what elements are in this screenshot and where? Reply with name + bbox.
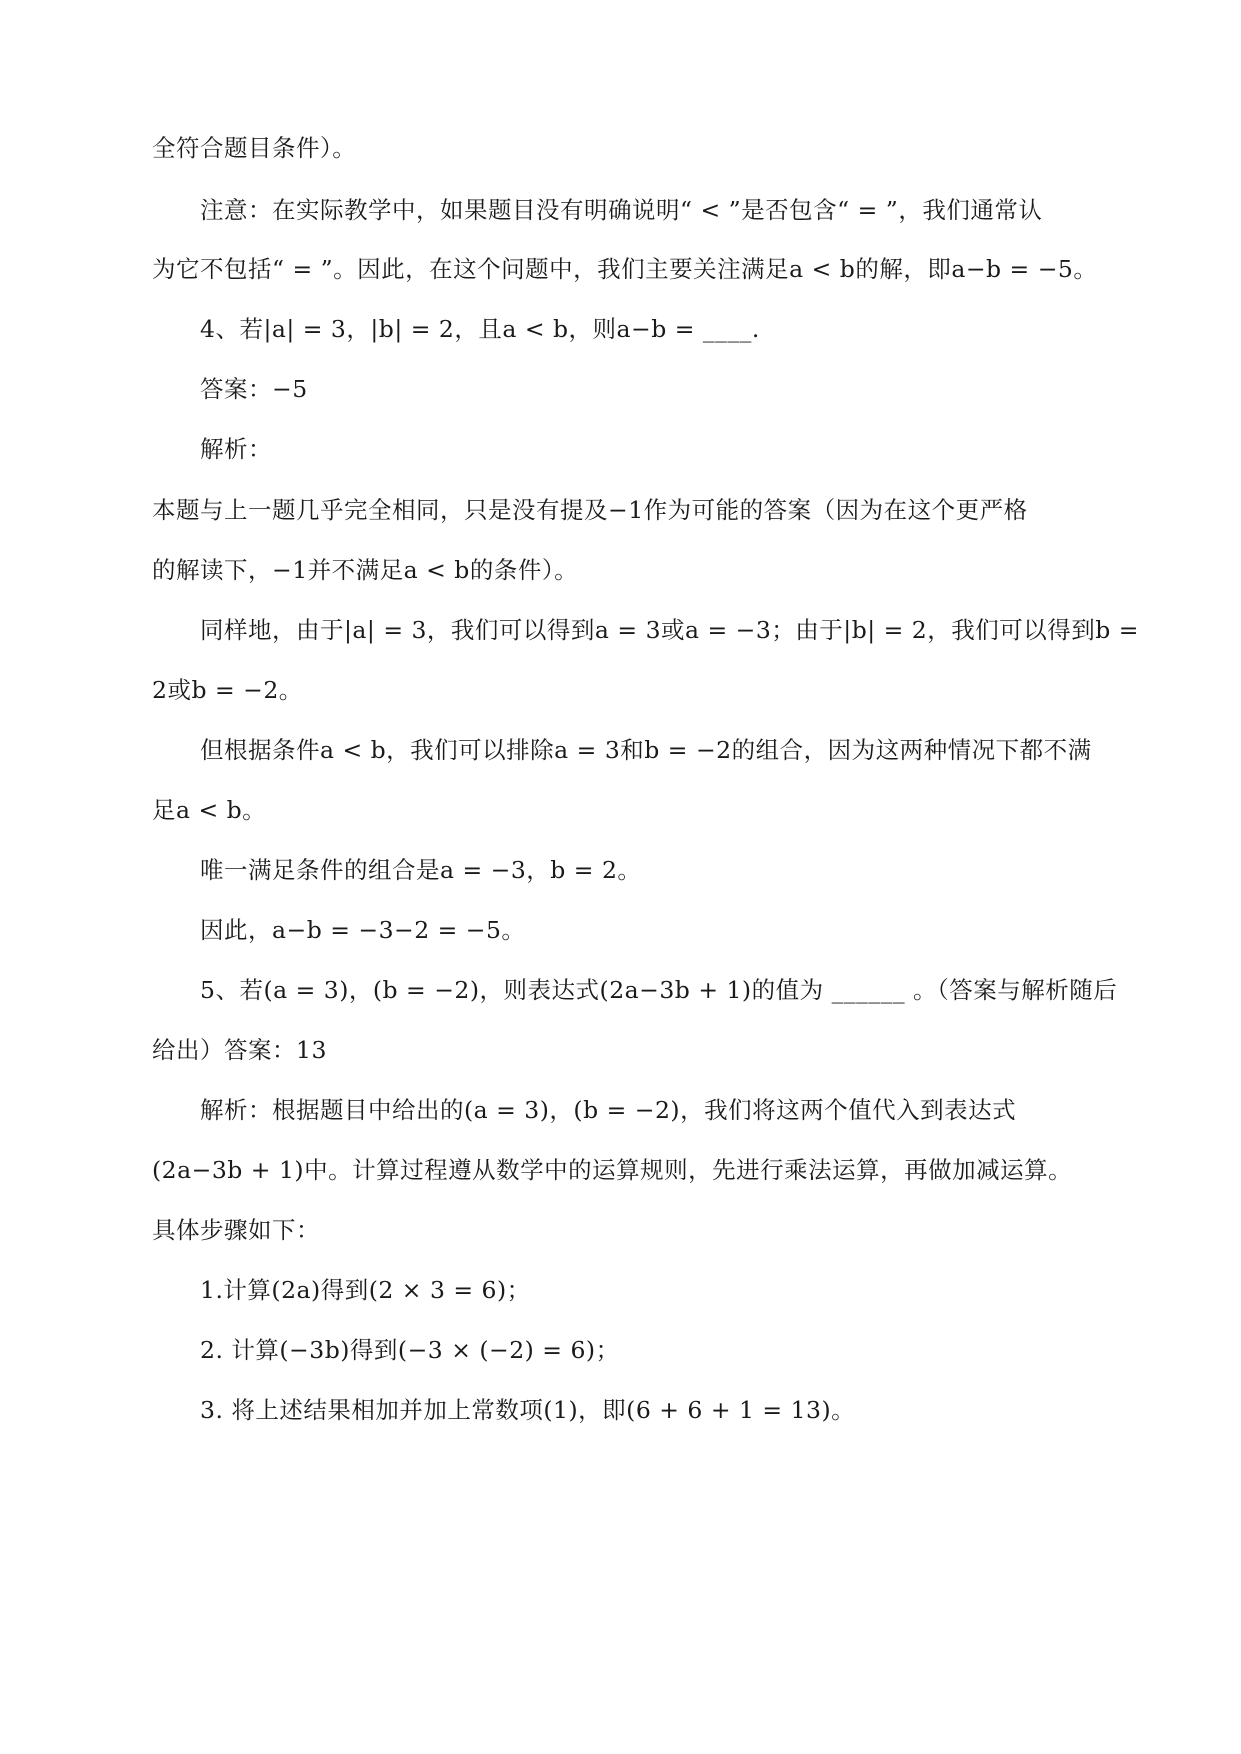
paragraph-line: 注意：在实际教学中，如果题目没有明确说明“ < ”是否包含“ = ”，我们通常认 — [200, 196, 1043, 224]
step-line: 3. 将上述结果相加并加上常数项(1)，即(6 + 6 + 1 = 13)。 — [200, 1396, 856, 1424]
paragraph-line: 本题与上一题几乎完全相同，只是没有提及−1作为可能的答案（因为在这个更严格 — [152, 496, 1028, 524]
question-line: 4、若|a| = 3，|b| = 2，且a < b，则a−b = ____. — [200, 315, 760, 343]
paragraph-line: 但根据条件a < b，我们可以排除a = 3和b = −2的组合，因为这两种情况下都不满 — [200, 736, 1092, 764]
step-line: 1.计算(2a)得到(2 × 3 = 6)； — [200, 1276, 531, 1304]
paragraph-line: 唯一满足条件的组合是a = −3，b = 2。 — [200, 856, 642, 884]
question-line: 5、若(a = 3)，(b = −2)，则表达式(2a−3b + 1)的值为 ______ 。（答案与解析随后 — [200, 976, 1118, 1004]
paragraph-line: 全符合题目条件）。 — [152, 134, 357, 162]
paragraph-line: 足a < b。 — [152, 796, 267, 824]
analysis-heading: 解析： — [200, 435, 272, 463]
paragraph-line: 为它不包括“ = ”。因此，在这个问题中，我们主要关注满足a < b的解，即a−b = −5。 — [152, 255, 1098, 283]
paragraph-line: (2a−3b + 1)中。计算过程遵从数学中的运算规则，先进行乘法运算，再做加减运算。 — [152, 1156, 1073, 1184]
paragraph-line: 具体步骤如下： — [152, 1216, 320, 1244]
answer-line: 答案：−5 — [200, 375, 308, 403]
step-line: 2. 计算(−3b)得到(−3 × (−2) = 6)； — [200, 1336, 620, 1364]
answer-line: 给出）答案：13 — [152, 1036, 327, 1064]
paragraph-line: 2或b = −2。 — [152, 676, 303, 704]
paragraph-line: 同样地，由于|a| = 3，我们可以得到a = 3或a = −3；由于|b| = 2，我们可以得到b = — [200, 616, 1139, 644]
paragraph-line: 解析：根据题目中给出的(a = 3)，(b = −2)，我们将这两个值代入到表达式 — [200, 1096, 1017, 1124]
paragraph-line: 的解读下，−1并不满足a < b的条件）。 — [152, 556, 579, 584]
paragraph-line: 因此，a−b = −3−2 = −5。 — [200, 916, 526, 944]
